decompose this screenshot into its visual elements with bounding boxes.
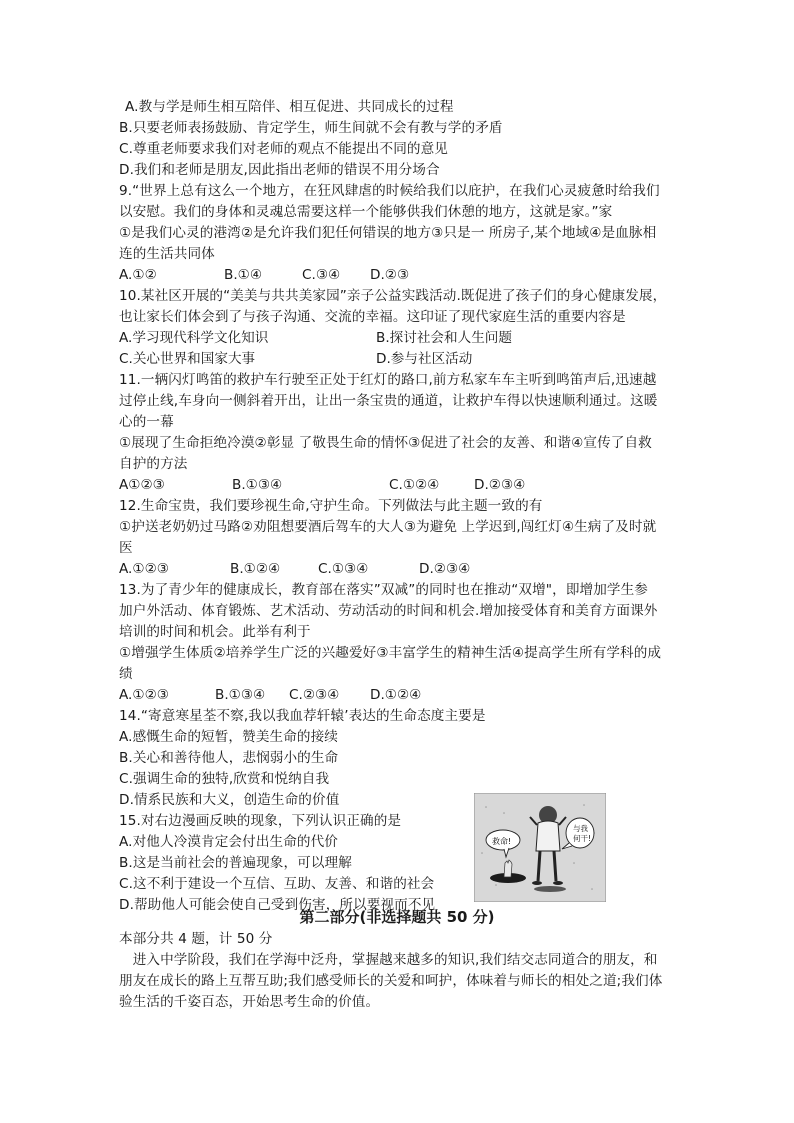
paragraph-line-3: 验生活的千姿百态，开始思考生命的价值。 xyxy=(119,994,380,1010)
q12-choice-d: D.②③④ xyxy=(419,561,471,577)
q11-stem-line-3: 心的一幕 xyxy=(119,414,174,430)
q9-stem-line-4: 连的生活共同体 xyxy=(119,246,215,262)
q12-stem-line-3: 医 xyxy=(119,540,133,556)
q11-stem-line-1: 11.一辆闪灯鸣笛的救护车行驶至正处于红灯的路口,前方私家车车主听到鸣笛声后,迅速越 xyxy=(119,372,657,388)
q13-stem-line-2: 加户外活动、体育锻炼、艺术活动、劳动活动的时间和机会.增加接受体育和美育方面课外 xyxy=(119,603,658,619)
cartoon-left-bubble-text: 救命! xyxy=(492,837,512,846)
q13-stem-line-5: 绩 xyxy=(119,666,133,682)
q11-choice-d: D.②③④ xyxy=(474,477,526,493)
q15-choice-d: D.帮助他人可能会使自己受到伤害，所以要视而不见 xyxy=(119,897,436,913)
q8-option-d: D.我们和老师是朋友,因此指出老师的错误不用分场合 xyxy=(119,162,440,178)
q9-choice-b: B.①④ xyxy=(224,267,263,283)
q9-stem-line-2: 以安慰。我们的身体和灵魂总需要这样一个能够供我们休憩的地方，这就是家。”家 xyxy=(119,204,613,220)
cartoon-image xyxy=(474,793,606,902)
q15-choice-c: C.这不利于建设一个互信、互助、友善、和谐的社会 xyxy=(119,876,435,892)
q13-stem-line-3: 培训的时间和机会。此举有利于 xyxy=(119,624,311,640)
q12-choice-c: C.①③④ xyxy=(318,561,369,577)
q14-stem: 14.“寄意寒星荃不察,我以我血荐轩辕’表达的生命态度主要是 xyxy=(119,708,486,724)
q13-choice-c: C.②③④ xyxy=(289,687,340,703)
cartoon-illustration xyxy=(474,793,606,902)
q9-choice-c: C.③④ xyxy=(302,267,341,283)
q13-stem-line-4: ①增强学生体质②培养学生广泛的兴趣爱好③丰富学生的精神生活④提高学生所有学科的成 xyxy=(119,645,662,661)
q11-choice-c: C.①②④ xyxy=(389,477,440,493)
q14-choice-b: B.关心和善待他人，悲悯弱小的生命 xyxy=(119,750,339,766)
paragraph-line-2: 朋友在成长的路上互帮互助;我们感受师长的关爱和呵护，体味着与师长的相处之道;我们体 xyxy=(119,973,663,989)
q9-choice-d: D.②③ xyxy=(370,267,410,283)
cartoon-right-bubble-text-2: 何干! xyxy=(573,834,592,843)
q12-choice-a: A.①②③ xyxy=(119,561,169,577)
q15-choice-b: B.这是当前社会的普遍现象，可以理解 xyxy=(119,855,352,871)
q9-stem-line-1: 9.“世界上总有这么一个地方，在狂风肆虐的时候给我们以庇护，在我们心灵疲惫时给我们 xyxy=(119,183,660,199)
cartoon-right-bubble-text-1: 与我 xyxy=(573,824,588,833)
q15-stem: 15.对右边漫画反映的现象，下列认识正确的是 xyxy=(119,813,402,829)
q13-choice-b: B.①③④ xyxy=(215,687,266,703)
q12-stem-line-2: ①护送老奶奶过马路②劝阻想要酒后驾车的大人③为避免 上学迟到,闯红灯④生病了及时就 xyxy=(119,519,657,535)
q8-option-a: A.教与学是师生相互陪伴、相互促进、共同成长的过程 xyxy=(125,99,454,115)
q11-stem-line-4: ①展现了生命拒绝冷漠②彰显 了敬畏生命的情怀③促进了社会的友善、和谐④宣传了自救 xyxy=(119,435,652,451)
q11-choice-a: A①②③ xyxy=(119,477,165,493)
q12-stem-line-1: 12.生命宝贵，我们要珍视生命,守护生命。下列做法与此主题一致的有 xyxy=(119,498,543,514)
q10-choice-a: A.学习现代科学文化知识 xyxy=(119,330,269,346)
q10-choice-d: D.参与社区活动 xyxy=(376,351,473,367)
q13-choice-d: D.①②④ xyxy=(370,687,422,703)
q12-choice-b: B.①②④ xyxy=(230,561,281,577)
q8-option-b: B.只要老师表扬鼓励、肯定学生，师生间就不会有教与学的矛盾 xyxy=(119,120,503,136)
q13-stem-line-1: 13.为了青少年的健康成长，教育部在落实”双减”的同时也在推动“双增"，即增加学生参 xyxy=(119,582,648,598)
q14-choice-c: C.强调生命的独特,欣赏和悦纳自我 xyxy=(119,771,330,787)
q11-stem-line-5: 自护的方法 xyxy=(119,456,188,472)
q14-choice-d: D.情系民族和大义，创造生命的价值 xyxy=(119,792,340,808)
q14-choice-a: A.感慨生命的短暂，赞美生命的接续 xyxy=(119,729,338,745)
q10-choice-b: B.探讨社会和人生问题 xyxy=(376,330,512,346)
part-info: 本部分共 4 题，计 50 分 xyxy=(119,931,273,947)
q15-choice-a: A.对他人冷漠肯定会付出生命的代价 xyxy=(119,834,338,850)
q10-stem-line-2: 也让家长们体会到了与孩子沟通、交流的幸福。这印证了现代家庭生活的重要内容是 xyxy=(119,309,626,325)
q9-stem-line-3: ①是我们心灵的港湾②是允许我们犯任何错误的地方③只是一 所房子,某个地域④是血脉相 xyxy=(119,225,657,241)
q8-option-c: C.尊重老师要求我们对老师的观点不能提出不同的意见 xyxy=(119,141,448,157)
q11-stem-line-2: 过停止线,车身向一侧斜着开出，让出一条宝贵的通道，让救护车得以快速顺利通过。这暖 xyxy=(119,393,658,409)
section-title: 第二部分(非选择题共 50 分) xyxy=(299,908,495,926)
paragraph-line-1: 进入中学阶段，我们在学海中泛舟，掌握越来越多的知识,我们结交志同道合的朋友，和 xyxy=(119,952,658,968)
q11-choice-b: B.①③④ xyxy=(232,477,283,493)
q10-stem-line-1: 10.某社区开展的“美美与共共美家园”亲子公益实践活动.既促进了孩子们的身心健康发展， xyxy=(119,288,667,304)
q10-choice-c: C.关心世界和国家大事 xyxy=(119,351,256,367)
q13-choice-a: A.①②③ xyxy=(119,687,169,703)
q9-choice-a: A.①② xyxy=(119,267,157,283)
